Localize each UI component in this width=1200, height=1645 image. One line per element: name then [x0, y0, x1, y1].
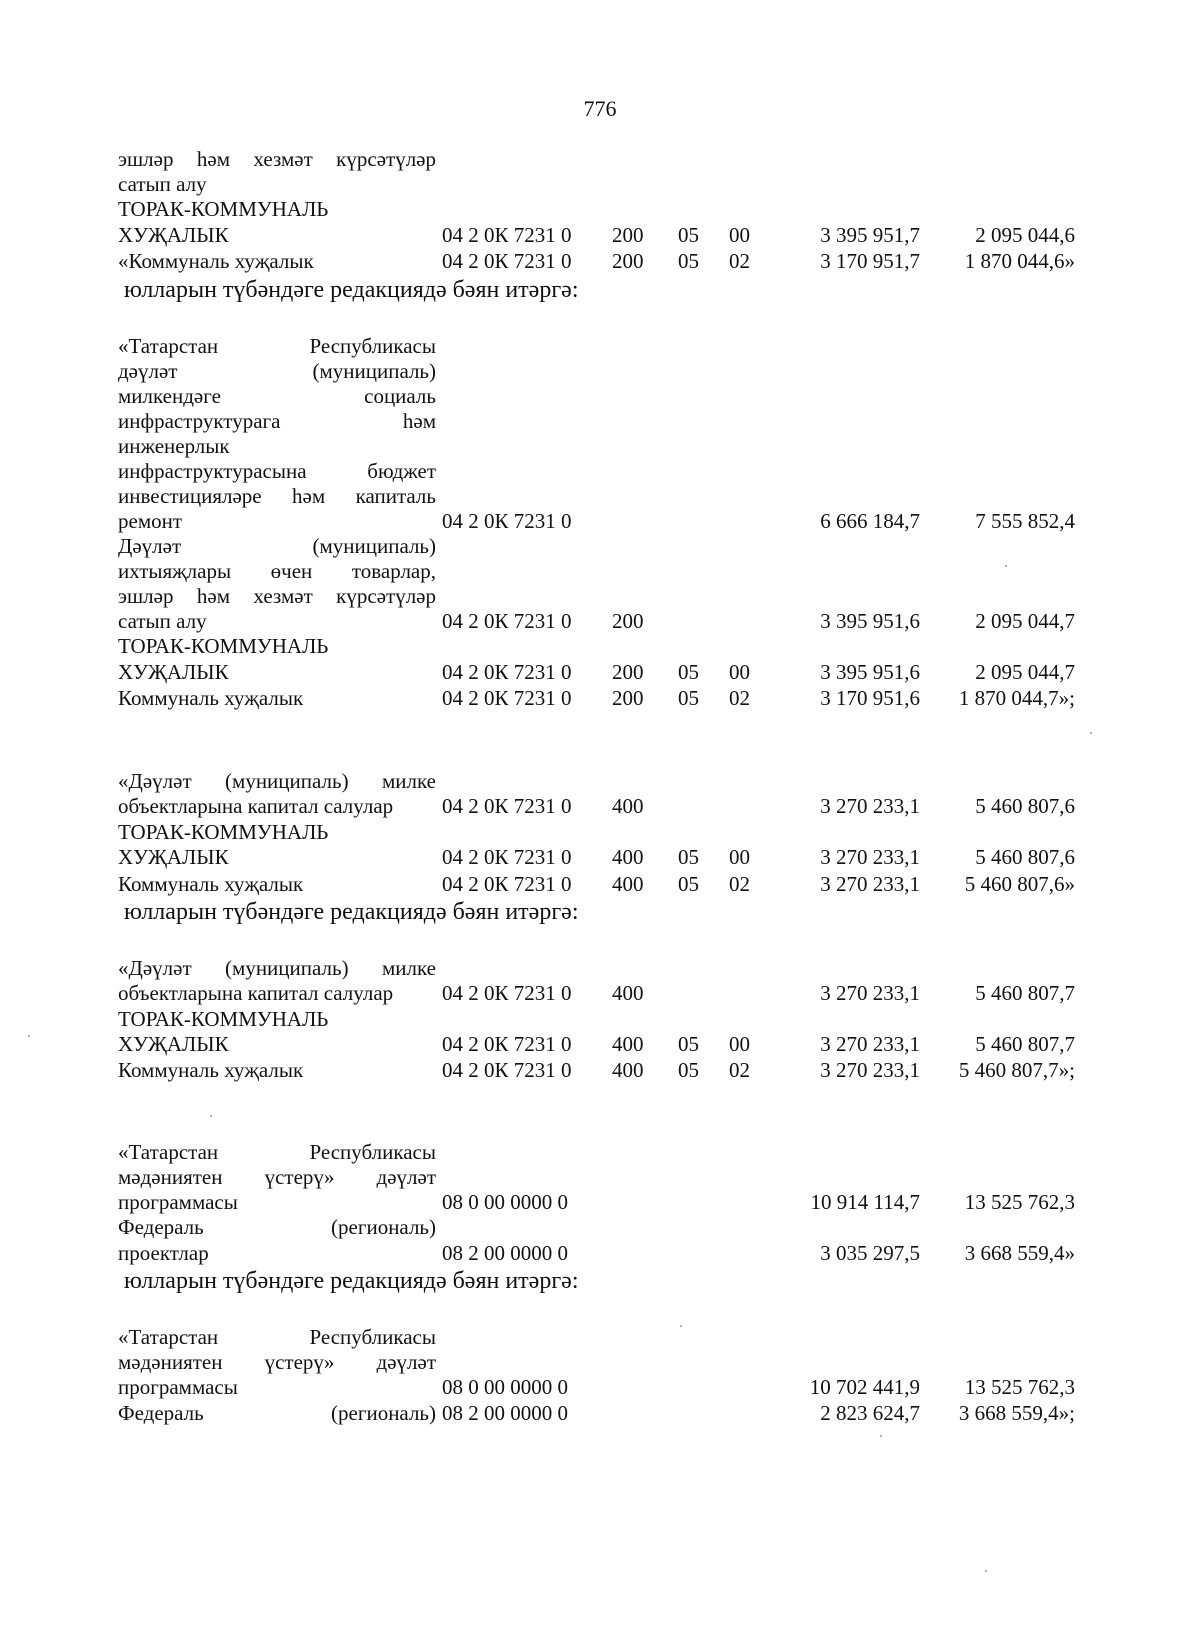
row-label-line: инвестицияләре һәм капиталь	[118, 484, 436, 508]
row-label-line: ремонт	[118, 509, 183, 533]
section-code: 05	[678, 223, 699, 247]
expense-type: 400	[612, 981, 644, 1005]
expense-type: 400	[612, 1058, 644, 1082]
row-label-line: «Татарстан Республикасы	[118, 1140, 436, 1164]
row-label-line: инфраструктурага һәм	[118, 409, 436, 433]
row-label-line: Коммуналь хуҗалык	[118, 686, 304, 710]
row-label-line: милкендәге социаль	[118, 384, 436, 408]
row-label-line: сатып алу	[118, 609, 207, 633]
amount-first: 3 395 951,7	[820, 223, 920, 247]
row-label-line: ТОРАК-КОММУНАЛЬ	[118, 634, 329, 658]
amount-second: 7 555 852,4	[975, 509, 1075, 533]
row-label-line: Дәүләт (муниципаль)	[118, 534, 436, 558]
amount-second: 5 460 807,7»;	[958, 1058, 1075, 1082]
subsection-code: 02	[729, 686, 750, 710]
amendment-instruction: юлларын түбәндәге редакциядә бәян итәргә:	[124, 277, 579, 303]
amount-second: 13 525 762,3	[964, 1190, 1075, 1214]
row-label-line: «Татарстан Республикасы	[118, 1325, 436, 1349]
row-label-line: инженерлык	[118, 434, 230, 458]
expense-type: 400	[612, 794, 644, 818]
program-code: 04 2 0К 7231 0	[442, 223, 572, 247]
amount-first: 3 170 951,7	[820, 249, 920, 273]
row-label-line: «Дәүләт (муниципаль) милке	[118, 956, 436, 980]
program-code: 08 2 00 0000 0	[442, 1241, 568, 1265]
row-label-line: ТОРАК-КОММУНАЛЬ	[118, 197, 329, 221]
row-label-line: Коммуналь хуҗалык	[118, 872, 304, 896]
amount-first: 3 270 233,1	[820, 1058, 920, 1082]
amount-second: 2 095 044,7	[975, 609, 1075, 633]
program-code: 04 2 0К 7231 0	[442, 872, 572, 896]
expense-type: 200	[612, 249, 644, 273]
row-label-line: программасы	[118, 1375, 238, 1399]
program-code: 08 2 00 0000 0	[442, 1401, 568, 1425]
amount-first: 3 035 297,5	[820, 1241, 920, 1265]
scan-speck	[1090, 732, 1092, 734]
row-label-line: эшләр һәм хезмәт күрсәтүләр	[118, 584, 436, 608]
subsection-code: 00	[729, 1032, 750, 1056]
row-label-line: «Дәүләт (муниципаль) милке	[118, 769, 436, 793]
section-code: 05	[678, 686, 699, 710]
amount-second: 1 870 044,7»;	[958, 686, 1075, 710]
row-label-line: проектлар	[118, 1241, 209, 1265]
amount-second: 1 870 044,6»	[964, 249, 1075, 273]
row-label-line: программасы	[118, 1190, 238, 1214]
expense-type: 200	[612, 686, 644, 710]
subsection-code: 02	[729, 249, 750, 273]
section-code: 05	[678, 845, 699, 869]
amendment-instruction: юлларын түбәндәге редакциядә бәян итәргә:	[124, 899, 579, 925]
amount-second: 5 460 807,6	[975, 845, 1075, 869]
expense-type: 400	[612, 1032, 644, 1056]
amount-second: 5 460 807,7	[975, 1032, 1075, 1056]
amount-first: 3 395 951,6	[820, 660, 920, 684]
expense-type: 200	[612, 223, 644, 247]
amount-second: 13 525 762,3	[964, 1375, 1075, 1399]
program-code: 04 2 0К 7231 0	[442, 660, 572, 684]
amount-first: 3 270 233,1	[820, 981, 920, 1005]
scan-speck	[28, 1035, 30, 1037]
amount-second: 5 460 807,6»	[964, 872, 1075, 896]
amount-first: 3 270 233,1	[820, 845, 920, 869]
subsection-code: 02	[729, 1058, 750, 1082]
row-label-line: ХУҖАЛЫК	[118, 223, 229, 247]
row-label-line: эшләр һәм хезмәт күрсәтүләр	[118, 147, 436, 171]
row-label-line: сатып алу	[118, 172, 207, 196]
program-code: 04 2 0К 7231 0	[442, 686, 572, 710]
amount-first: 6 666 184,7	[820, 509, 920, 533]
scan-speck	[1005, 565, 1007, 567]
scan-speck	[880, 1435, 882, 1437]
amount-second: 3 668 559,4»	[964, 1241, 1075, 1265]
expense-type: 400	[612, 872, 644, 896]
amount-first: 3 395 951,6	[820, 609, 920, 633]
row-label-line: дәүләт (муниципаль)	[118, 359, 436, 383]
amount-first: 10 914 114,7	[810, 1190, 920, 1214]
amendment-instruction: юлларын түбәндәге редакциядә бәян итәргә:	[124, 1268, 579, 1294]
amount-second: 5 460 807,7	[975, 981, 1075, 1005]
row-label-line: объектларына капитал салулар	[118, 981, 394, 1005]
row-label-line: объектларына капитал салулар	[118, 794, 394, 818]
amount-first: 10 702 441,9	[809, 1375, 920, 1399]
row-label-line: ТОРАК-КОММУНАЛЬ	[118, 820, 329, 844]
amount-first: 3 270 233,1	[820, 1032, 920, 1056]
subsection-code: 00	[729, 660, 750, 684]
row-label-line: ХУҖАЛЫК	[118, 1032, 229, 1056]
scan-speck	[210, 1115, 212, 1117]
row-label-line: мәдәниятен үстерү» дәүләт	[118, 1165, 436, 1189]
row-label-line: Федераль (региональ)	[118, 1401, 436, 1425]
expense-type: 200	[612, 660, 644, 684]
row-label-line: «Татарстан Республикасы	[118, 334, 436, 358]
amount-first: 3 170 951,6	[820, 686, 920, 710]
section-code: 05	[678, 1032, 699, 1056]
scan-speck	[985, 1570, 987, 1572]
expense-type: 400	[612, 845, 644, 869]
program-code: 04 2 0К 7231 0	[442, 249, 572, 273]
program-code: 04 2 0К 7231 0	[442, 981, 572, 1005]
program-code: 04 2 0К 7231 0	[442, 845, 572, 869]
row-label-line: мәдәниятен үстерү» дәүләт	[118, 1350, 436, 1374]
program-code: 04 2 0К 7231 0	[442, 509, 572, 533]
row-label-line: ХУҖАЛЫК	[118, 660, 229, 684]
row-label-line: ТОРАК-КОММУНАЛЬ	[118, 1007, 329, 1031]
program-code: 08 0 00 0000 0	[442, 1190, 568, 1214]
amount-second: 2 095 044,6	[975, 223, 1075, 247]
expense-type: 200	[612, 609, 644, 633]
row-label-line: инфраструктурасына бюджет	[118, 459, 436, 483]
row-label-line: ихтыяҗлары өчен товарлар,	[118, 559, 436, 583]
scan-speck	[680, 1325, 682, 1327]
section-code: 05	[678, 872, 699, 896]
amount-second: 3 668 559,4»;	[958, 1401, 1075, 1425]
row-label-line: Федераль (региональ)	[118, 1215, 436, 1239]
row-label-line: «Коммуналь хуҗалык	[118, 249, 314, 273]
section-code: 05	[678, 249, 699, 273]
subsection-code: 00	[729, 845, 750, 869]
section-code: 05	[678, 660, 699, 684]
program-code: 04 2 0К 7231 0	[442, 1032, 572, 1056]
program-code: 04 2 0К 7231 0	[442, 794, 572, 818]
program-code: 04 2 0К 7231 0	[442, 609, 572, 633]
program-code: 08 0 00 0000 0	[442, 1375, 568, 1399]
program-code: 04 2 0К 7231 0	[442, 1058, 572, 1082]
subsection-code: 02	[729, 872, 750, 896]
row-label-line: ХУҖАЛЫК	[118, 845, 229, 869]
amount-second: 2 095 044,7	[975, 660, 1075, 684]
amount-first: 3 270 233,1	[820, 794, 920, 818]
amount-second: 5 460 807,6	[975, 794, 1075, 818]
subsection-code: 00	[729, 223, 750, 247]
section-code: 05	[678, 1058, 699, 1082]
amount-first: 2 823 624,7	[820, 1401, 920, 1425]
page-number: 776	[583, 96, 617, 121]
row-label-line: Коммуналь хуҗалык	[118, 1058, 304, 1082]
amount-first: 3 270 233,1	[820, 872, 920, 896]
